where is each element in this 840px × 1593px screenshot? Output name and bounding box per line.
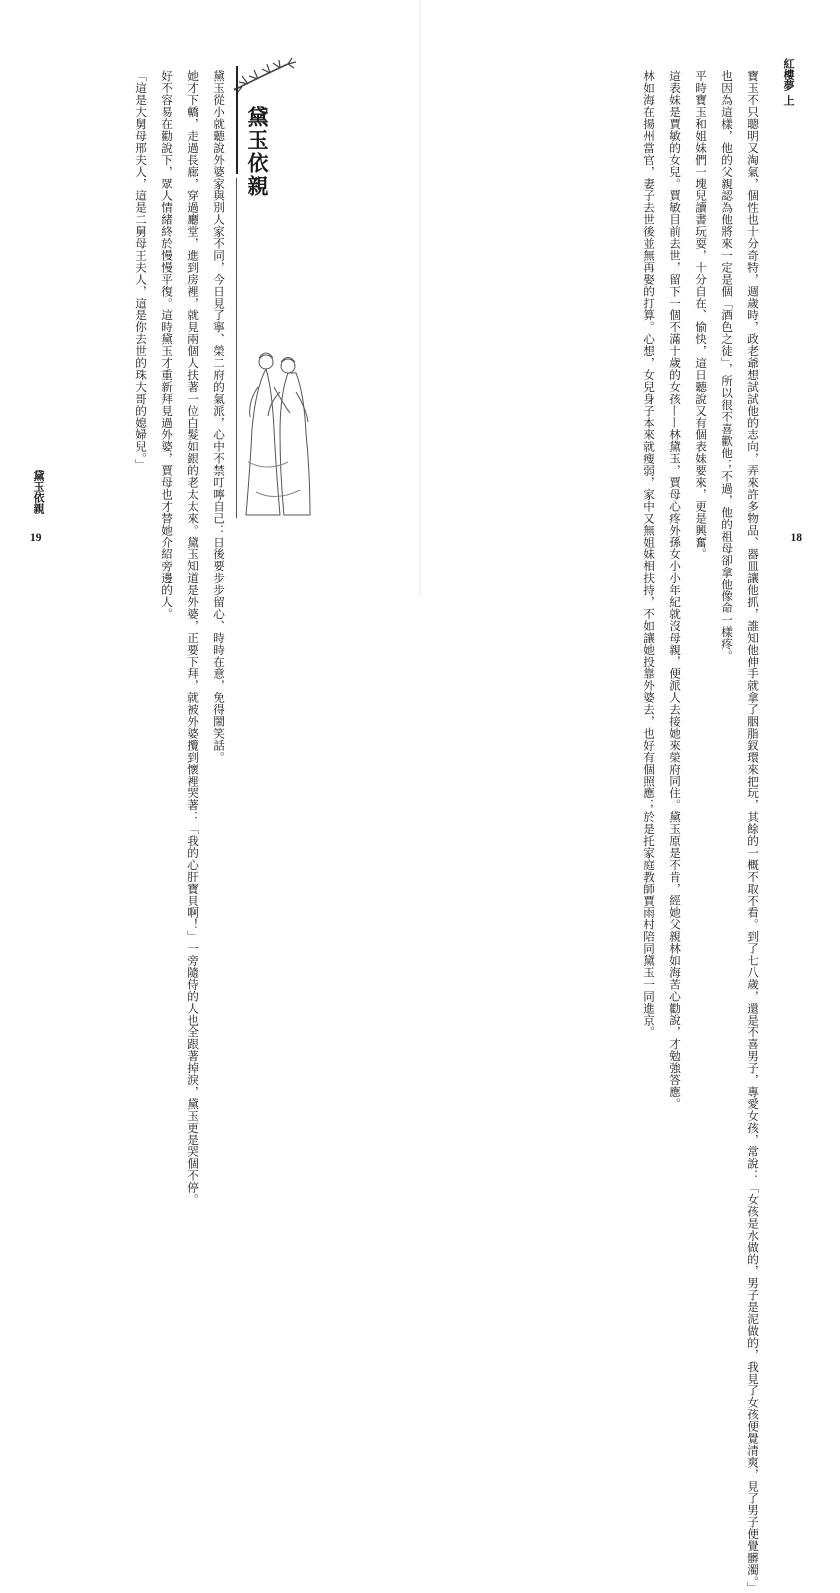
paragraph: 寶玉不只聰明又淘氣，個性也十分奇特，週歲時，政老爺想試試他的志向，弄來許多物品、器皿讓他抓，誰知他伸手就拿了胭脂釵環來把玩，其餘的一概不取不看。到了七八歲，還是不喜男子，專愛女孩，常說：「女孩是水做的，男子是泥做的，我見了女孩便覺清爽，見了男子便覺髒濁。」 bbox=[746, 69, 760, 1593]
left-page-body bbox=[58, 58, 232, 1205]
right-page bbox=[420, 0, 840, 1593]
title-rule bbox=[236, 66, 238, 174]
paragraph: 也因為這樣，他的父親認為他將來一定是個「酒色之徒」，所以很不喜歡他；不過，他的祖母卻拿他像命一樣疼。 bbox=[720, 69, 734, 662]
pine-branch-illustration bbox=[228, 56, 308, 96]
page-number: 19 bbox=[30, 532, 42, 544]
figures-illustration bbox=[244, 342, 314, 524]
paragraph: 「這是大舅母邢夫人，這是二舅母王夫人，這是你去世的珠大哥的媳婦兒。」 bbox=[134, 69, 148, 471]
section-title: 黛玉依親 bbox=[245, 106, 269, 198]
paragraph: 這表妹是賈敏的女兒。賈敏目前去世，留下一個不滿十歲的女孩——林黛玉，賈母心疼外孫女小小年紀就沒母親，便派人去接她來榮府同住。黛玉原是不肯，經她父親林如海苦心勸說，才勉強答應。 bbox=[668, 69, 682, 1110]
left-page bbox=[0, 0, 420, 1205]
right-page-body bbox=[456, 58, 766, 1593]
paragraph: 林如海在揚州當官，妻子去世後並無再娶的打算。心想，女兒身子本來就瘦弱，家中又無姐妹相扶持，不如讓她投靠外婆去，也好有個照應；於是托家庭教師賈雨村陪同黛玉一同進京。 bbox=[642, 69, 656, 1038]
page-number: 18 bbox=[790, 532, 802, 544]
paragraph: 黛玉從小就聽說外婆家與別人家不同，今日見了寧、榮二府的氣派，心中不禁叮嚀自己：日後要步步留心、時時在意，免得鬧笑話。 bbox=[212, 69, 226, 763]
running-header-section: 黛玉依親 bbox=[32, 470, 45, 514]
running-header: 紅樓夢 上 bbox=[782, 58, 795, 106]
column-divider bbox=[236, 178, 237, 518]
paragraph: 好不容易在勸說下，眾人情緒終於慢慢平復。這時黛玉才重新拜見過外婆，賈母也才替她介紹旁邊的人。 bbox=[160, 69, 174, 620]
paragraph: 她才下轎，走過長廊，穿過廳堂，進到房裡，就見兩個人扶著一位白髮如銀的老太太來。黛玉知道是外婆，正要下拜，就被外婆攬到懷裡哭著：「我的心肝寶貝啊！」一旁隨侍的人也全跟著掉淚，黛玉更是哭個不停。 bbox=[186, 69, 200, 1205]
paragraph: 平時寶玉和姐妹們一塊兒讀書玩耍，十分自在、愉快，這日聽說又有個表妹要來，更是興奮。 bbox=[694, 69, 708, 560]
